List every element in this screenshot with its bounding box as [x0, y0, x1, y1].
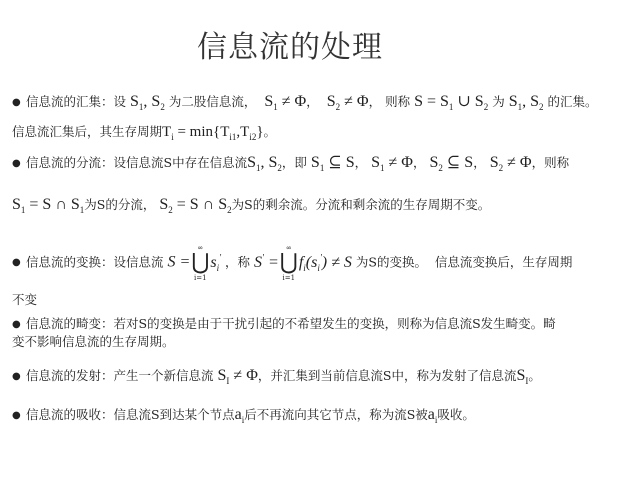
split-label: 信息流的分流：: [26, 155, 114, 170]
absorption-label: 信息流的吸收：: [26, 407, 114, 422]
bullet-icon: ●: [12, 257, 21, 268]
bullet-icon: ●: [12, 370, 21, 382]
bullet-icon: ●: [12, 318, 21, 330]
bullet-icon: ●: [12, 409, 21, 421]
bullet-icon: ●: [12, 96, 21, 108]
formula-union: $S = S_1$ ∪ $S_2$: [414, 93, 489, 113]
union-operator: ∞ ⋃ i=1: [191, 244, 210, 282]
bullet-icon: ●: [12, 157, 21, 169]
emission-label: 信息流的发射：: [26, 368, 114, 383]
emission-line: ● 信息流的发射：产生一个新信息流 $S_I \ne \Phi$，并汇集到当前信息流S中，称为发射了信息流$S_I$。: [12, 367, 541, 387]
formula-s2-ne-phi: $S_2 \ne \Phi$: [322, 93, 369, 113]
split-line-2: $S_1 = S$ ∩ $S_1$为S的分流， $S_2 = S$ ∩ $S_2$为S的剩余流。分流和剩余流的生存周期不变。: [12, 196, 491, 216]
aggregation-line: ● 信息流的汇集：设 $S_1$, $S_2$ 为二股信息流， $S_1 \ne \Phi$， $S_2 \ne \Phi$， 则称 $S = S_1$ ∪ $S_2$ 为 $S_1$, $S_2$ 的汇集。: [12, 93, 598, 113]
formula-lifetime: $T_i = \min\{T_{i1},T_{i2}\}$: [162, 124, 264, 142]
absorption-line: ● 信息流的吸收：信息流S到达某个节点$a_i$后不再流向其它节点，称为流S被$a_i$吸收。: [12, 406, 475, 426]
transform-line: ● 信息流的变换：设信息流 S = ∞ ⋃ i=1 $s_i'$ ，称 S' = ∞ ⋃ i=1 $f_i(s_i') \ne S$ 为S的变换。 信息流变换后，生存周期: [12, 244, 573, 282]
formula-s1-s2-b: $S_1$, $S_2$: [508, 93, 544, 113]
split-line: ● 信息流的分流：设信息流S中存在信息流$S_1$, $S_2$，即 $S_1$ ⊆ S， $S_1 \ne \Phi$， $S_2$ ⊆ S， $S_2 \ne \Phi$，则称: [12, 154, 570, 174]
distortion-line-2: 变不影响信息流的生存周期。: [12, 334, 175, 349]
formula-s1-s2: $S_1$, $S_2$: [130, 93, 165, 113]
distortion-label: 信息流的畸变：: [26, 316, 114, 331]
aggregation-lifetime-line: 信息流汇集后，其生存周期$T_i = \min\{T_{i1},T_{i2}\}$。: [12, 124, 277, 142]
aggregation-label: 信息流的汇集：: [26, 94, 114, 109]
formula-s1-ne-phi: $S_1 \ne \Phi$: [260, 93, 307, 113]
distortion-line: ● 信息流的畸变：若对S的变换是由于干扰引起的不希望发生的变换，则称为信息流S发生畸变。畸: [12, 316, 556, 331]
transform-line-2: 不变: [12, 292, 38, 307]
transform-label: 信息流的变换：: [26, 254, 114, 270]
page-title: 信息流的处理: [197, 30, 383, 65]
union-operator-2: ∞ ⋃ i=1: [279, 244, 298, 282]
